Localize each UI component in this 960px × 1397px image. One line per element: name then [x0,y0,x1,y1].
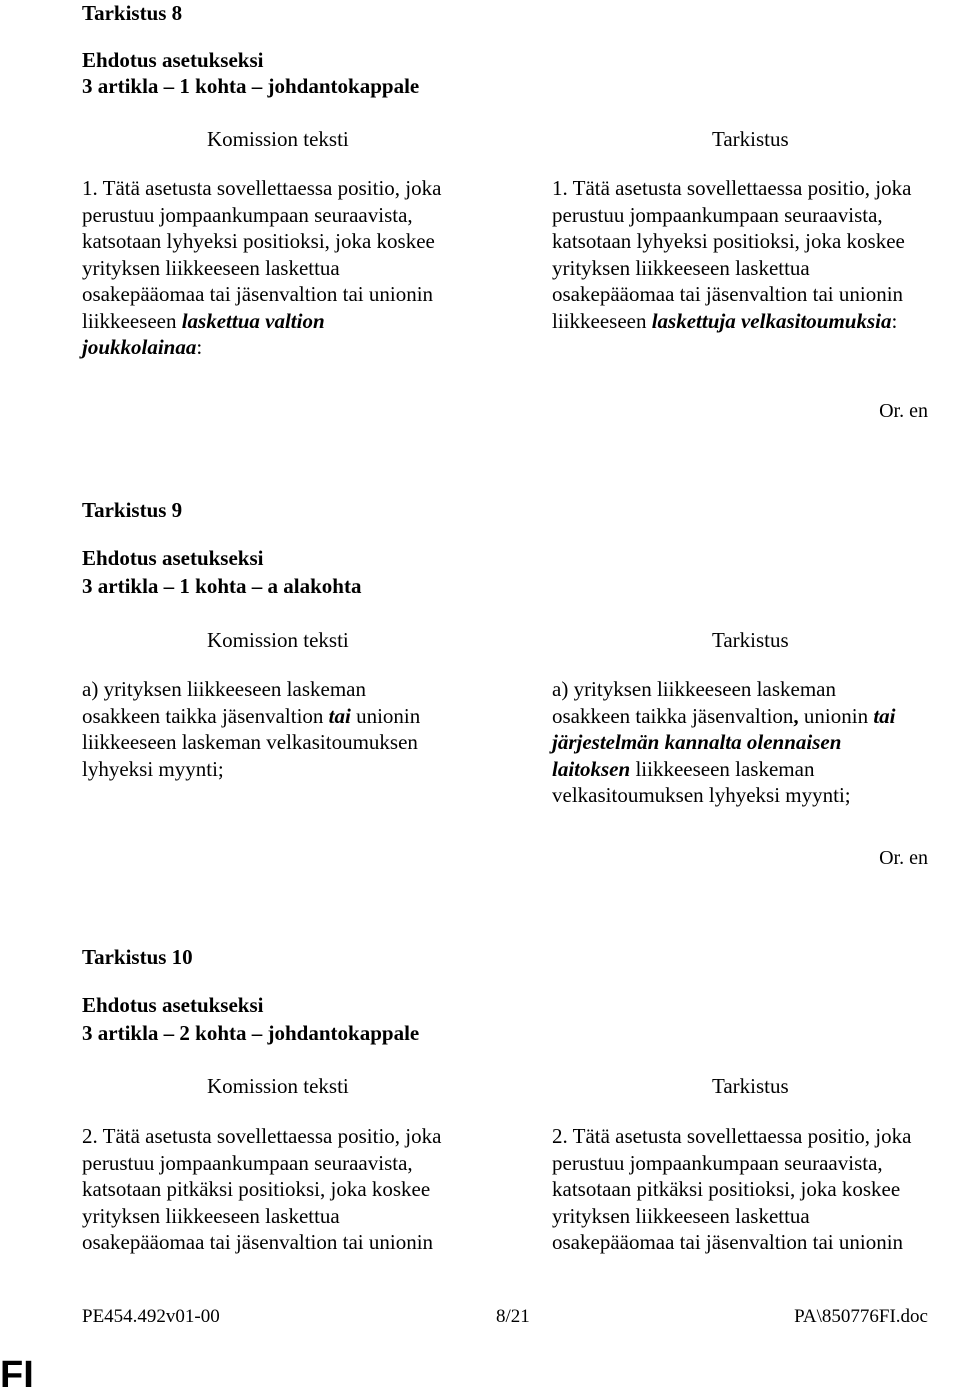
text-run: unionin [350,703,421,728]
text-line [82,676,420,703]
amendment-text-header: Tarkistus [712,1074,789,1098]
text-run: velkasitoumuksen lyhyeksi myynti; [552,783,851,807]
emphasized-text: järjestelmän kannalta olennaisen [552,730,842,754]
proposal-label: Ehdotus asetukseksi [82,546,264,570]
amendment-text [552,175,911,334]
text-line [82,281,441,308]
text-run: katsotaan pitkäksi positioksi, joka koskee [552,1177,901,1201]
amendment-heading: Tarkistus 10 [82,945,193,969]
text-run: osakepääomaa tai jäsenvaltion tai unionin [552,282,904,306]
text-line [552,281,911,308]
amendment-text [552,1123,911,1256]
text-line [82,334,441,361]
text-line [552,1176,911,1203]
commission-text-header: Komission teksti [207,1074,349,1098]
text-run: perustuu jompaankumpaan seuraavista, [552,202,883,227]
text-run: perustuu jompaankumpaan seuraavista, [82,202,413,227]
proposal-label: Ehdotus asetukseksi [82,48,264,72]
page-number: 8/21 [496,1306,530,1327]
emphasized-text: laitoksen [552,756,631,781]
text-line [82,703,420,730]
text-line [552,756,896,783]
commission-text [82,1123,441,1256]
text-run: liikkeeseen [82,308,182,333]
emphasized-text: laskettua valtion [181,308,325,333]
emphasized-text: laskettuja velkasitoumuksia [651,308,892,333]
amendment-heading: Tarkistus 9 [82,498,183,522]
text-run: a) yrityksen liikkeeseen laskeman [552,677,836,701]
text-run: perustuu jompaankumpaan seuraavista, [82,1150,413,1175]
text-line [82,1176,441,1203]
document-reference: PE454.492v01-00 [82,1306,220,1327]
text-line [552,1123,911,1150]
text-line [552,782,896,809]
text-run: osakkeen taikka jäsenvaltion [82,703,329,728]
text-run: yrityksen liikkeeseen laskettua [82,255,340,280]
text-run: osakepääomaa tai jäsenvaltion tai unionin [82,282,434,306]
text-line [552,703,896,730]
file-name: PA\850776FI.doc [794,1306,928,1327]
text-run: : [891,308,898,333]
text-line [552,175,911,202]
text-run: perustuu jompaankumpaan seuraavista, [552,1150,883,1175]
text-line [82,175,441,202]
text-run: a) yrityksen liikkeeseen laskeman [82,677,366,701]
text-line [82,202,441,229]
text-run: 2. Tätä asetusta sovellettaessa positio, joka [552,1124,912,1148]
text-line [82,1229,441,1256]
text-line [552,676,896,703]
commission-text [82,175,441,361]
amendment-text-header: Tarkistus [712,628,789,652]
article-reference: 3 artikla – 1 kohta – a alakohta [82,574,362,598]
text-line [82,729,420,756]
article-reference: 3 artikla – 2 kohta – johdantokappale [82,1021,420,1045]
emphasized-text: joukkolainaa [82,335,197,359]
proposal-label: Ehdotus asetukseksi [82,993,264,1017]
text-run: 1. Tätä asetusta sovellettaessa positio, joka [82,176,442,200]
text-run: yrityksen liikkeeseen laskettua [552,255,810,280]
commission-text [82,676,420,782]
text-run: 2. Tätä asetusta sovellettaessa positio, joka [82,1124,442,1148]
text-line [82,255,441,282]
text-line [82,228,441,255]
commission-text-header: Komission teksti [207,127,349,151]
text-run: liikkeeseen laskeman velkasitoumuksen [82,730,418,754]
text-line [82,1150,441,1177]
original-language: Or. en [879,847,928,869]
emphasized-text: tai [328,703,351,728]
amendment-text [552,676,896,809]
text-run: katsotaan lyhyeksi positioksi, joka koskee [552,229,905,253]
text-line [552,228,911,255]
commission-text-header: Komission teksti [207,628,349,652]
text-line [82,756,420,783]
text-line [552,1203,911,1230]
text-line [552,729,896,756]
text-line [552,202,911,229]
text-line [552,1150,911,1177]
amendment-text-header: Tarkistus [712,127,789,151]
text-run: katsotaan pitkäksi positioksi, joka koskee [82,1177,431,1201]
article-reference: 3 artikla – 1 kohta – johdantokappale [82,74,420,98]
text-run: : [196,335,203,359]
text-line [552,308,911,335]
text-line [82,1203,441,1230]
language-code: FI [0,1354,34,1396]
emphasized-text: , [793,703,799,728]
text-run: liikkeeseen laskeman [630,756,815,781]
text-line [82,1123,441,1150]
original-language: Or. en [879,400,928,422]
text-run: yrityksen liikkeeseen laskettua [552,1203,810,1228]
text-run: katsotaan lyhyeksi positioksi, joka koskee [82,229,435,253]
text-line [82,308,441,335]
text-run: 1. Tätä asetusta sovellettaessa positio, joka [552,176,912,200]
text-run: yrityksen liikkeeseen laskettua [82,1203,340,1228]
text-run: osakepääomaa tai jäsenvaltion tai unionin [82,1230,434,1254]
emphasized-text: tai [873,703,896,728]
text-run: osakkeen taikka jäsenvaltion [552,703,794,728]
text-line [552,255,911,282]
text-run: lyhyeksi myynti; [82,756,224,781]
text-run: liikkeeseen [552,308,652,333]
text-run: unionin [798,703,874,728]
amendment-heading: Tarkistus 8 [82,1,183,25]
text-run: osakepääomaa tai jäsenvaltion tai unionin [552,1230,904,1254]
text-line [552,1229,911,1256]
